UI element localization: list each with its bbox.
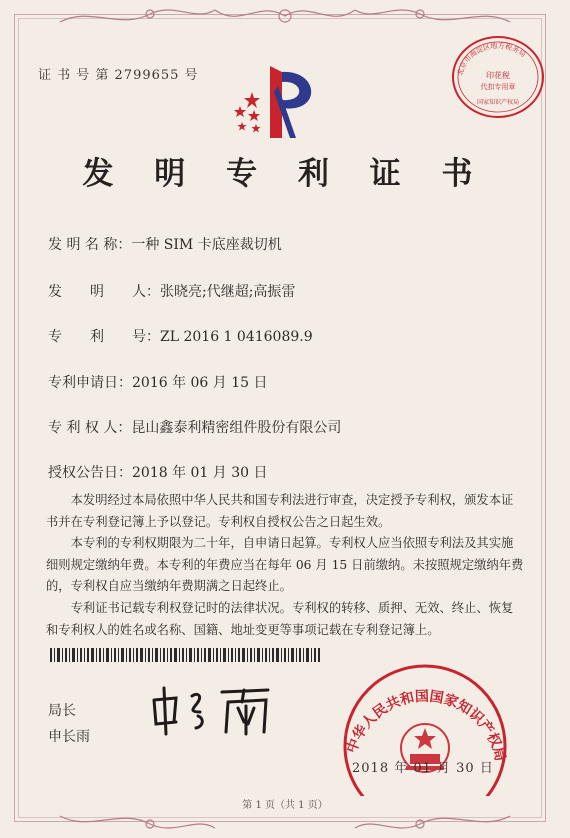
field-application-date	[48, 372, 268, 392]
field-value: 昆山鑫泰利精密组件股份有限公司	[131, 420, 342, 436]
field-value: 张晓亮;代继超;高振雷	[160, 284, 296, 300]
field-label: 专 利 号：	[48, 329, 160, 345]
director-title-label: 局长	[48, 703, 76, 719]
seal-top-bottom-text: 国家知识产权局	[476, 99, 520, 106]
field-label: 授权公告日：	[48, 465, 132, 481]
field-invention-name	[48, 234, 282, 254]
director-name-label: 申长雨	[48, 729, 90, 745]
body-paragraph: 本专利的专利权期限为二十年，自申请日起算。专利权人应当依照专利法及其实施细则规定缴纳年费。本专利的年费应当在每年 06 月 15 日前缴纳。未按照规定缴纳年费的，专利权自应当缴纳年费期满之日起终止。	[46, 536, 524, 594]
field-label: 发 明 名 称：	[48, 237, 132, 253]
seal-top-center-line1: 印花税	[486, 71, 510, 80]
director-signature	[148, 682, 298, 742]
seal-top-center-line2: 代扣专用章	[480, 83, 516, 91]
field-patent-number	[48, 326, 313, 346]
certificate-number: 证 书 号 第 2799655 号	[38, 68, 199, 83]
field-value: 一种 SIM 卡底座裁切机	[131, 237, 282, 253]
certificate-body-text	[46, 490, 524, 641]
certificate-title: 发 明 专 利 证 书	[82, 156, 488, 192]
field-label: 专 利 权 人：	[48, 420, 132, 436]
field-value: ZL 2016 1 0416089.9	[160, 329, 313, 345]
page-number: 第 1 页（共 1 页）	[242, 800, 328, 811]
tax-seal-stamp-icon	[448, 32, 548, 122]
field-label: 专利申请日：	[48, 375, 132, 391]
svg-text:中华人民共和国国家知识产权局	[343, 688, 508, 763]
seal-big-arc-text: 中华人民共和国国家知识产权局	[343, 688, 509, 763]
field-inventors	[48, 281, 295, 301]
field-value: 2018 年 01 月 30 日	[132, 465, 268, 481]
barcode	[50, 648, 320, 662]
field-patentee	[48, 417, 341, 437]
seal-top-arc-text: 北京市海淀区地方税务局	[456, 41, 528, 77]
field-grant-date	[48, 462, 268, 482]
field-label: 发 明 人：	[48, 284, 160, 300]
issue-date: 2018 年 01 月 30 日	[352, 761, 494, 776]
body-paragraph: 本发明经过本局依照中华人民共和国专利法进行审查，决定授予专利权，颁发本证书并在专利登记簿上予以登记。专利权自授权公告之日起生效。	[46, 493, 514, 529]
field-value: 2016 年 06 月 15 日	[132, 375, 268, 391]
patent-office-logo-icon	[230, 62, 330, 142]
body-paragraph: 专利证书记载专利权登记时的法律状况。专利权的转移、质押、无效、终止、恢复和专利权人的姓名或名称、国籍、地址变更等事项记载在专利登记簿上。	[46, 600, 514, 637]
